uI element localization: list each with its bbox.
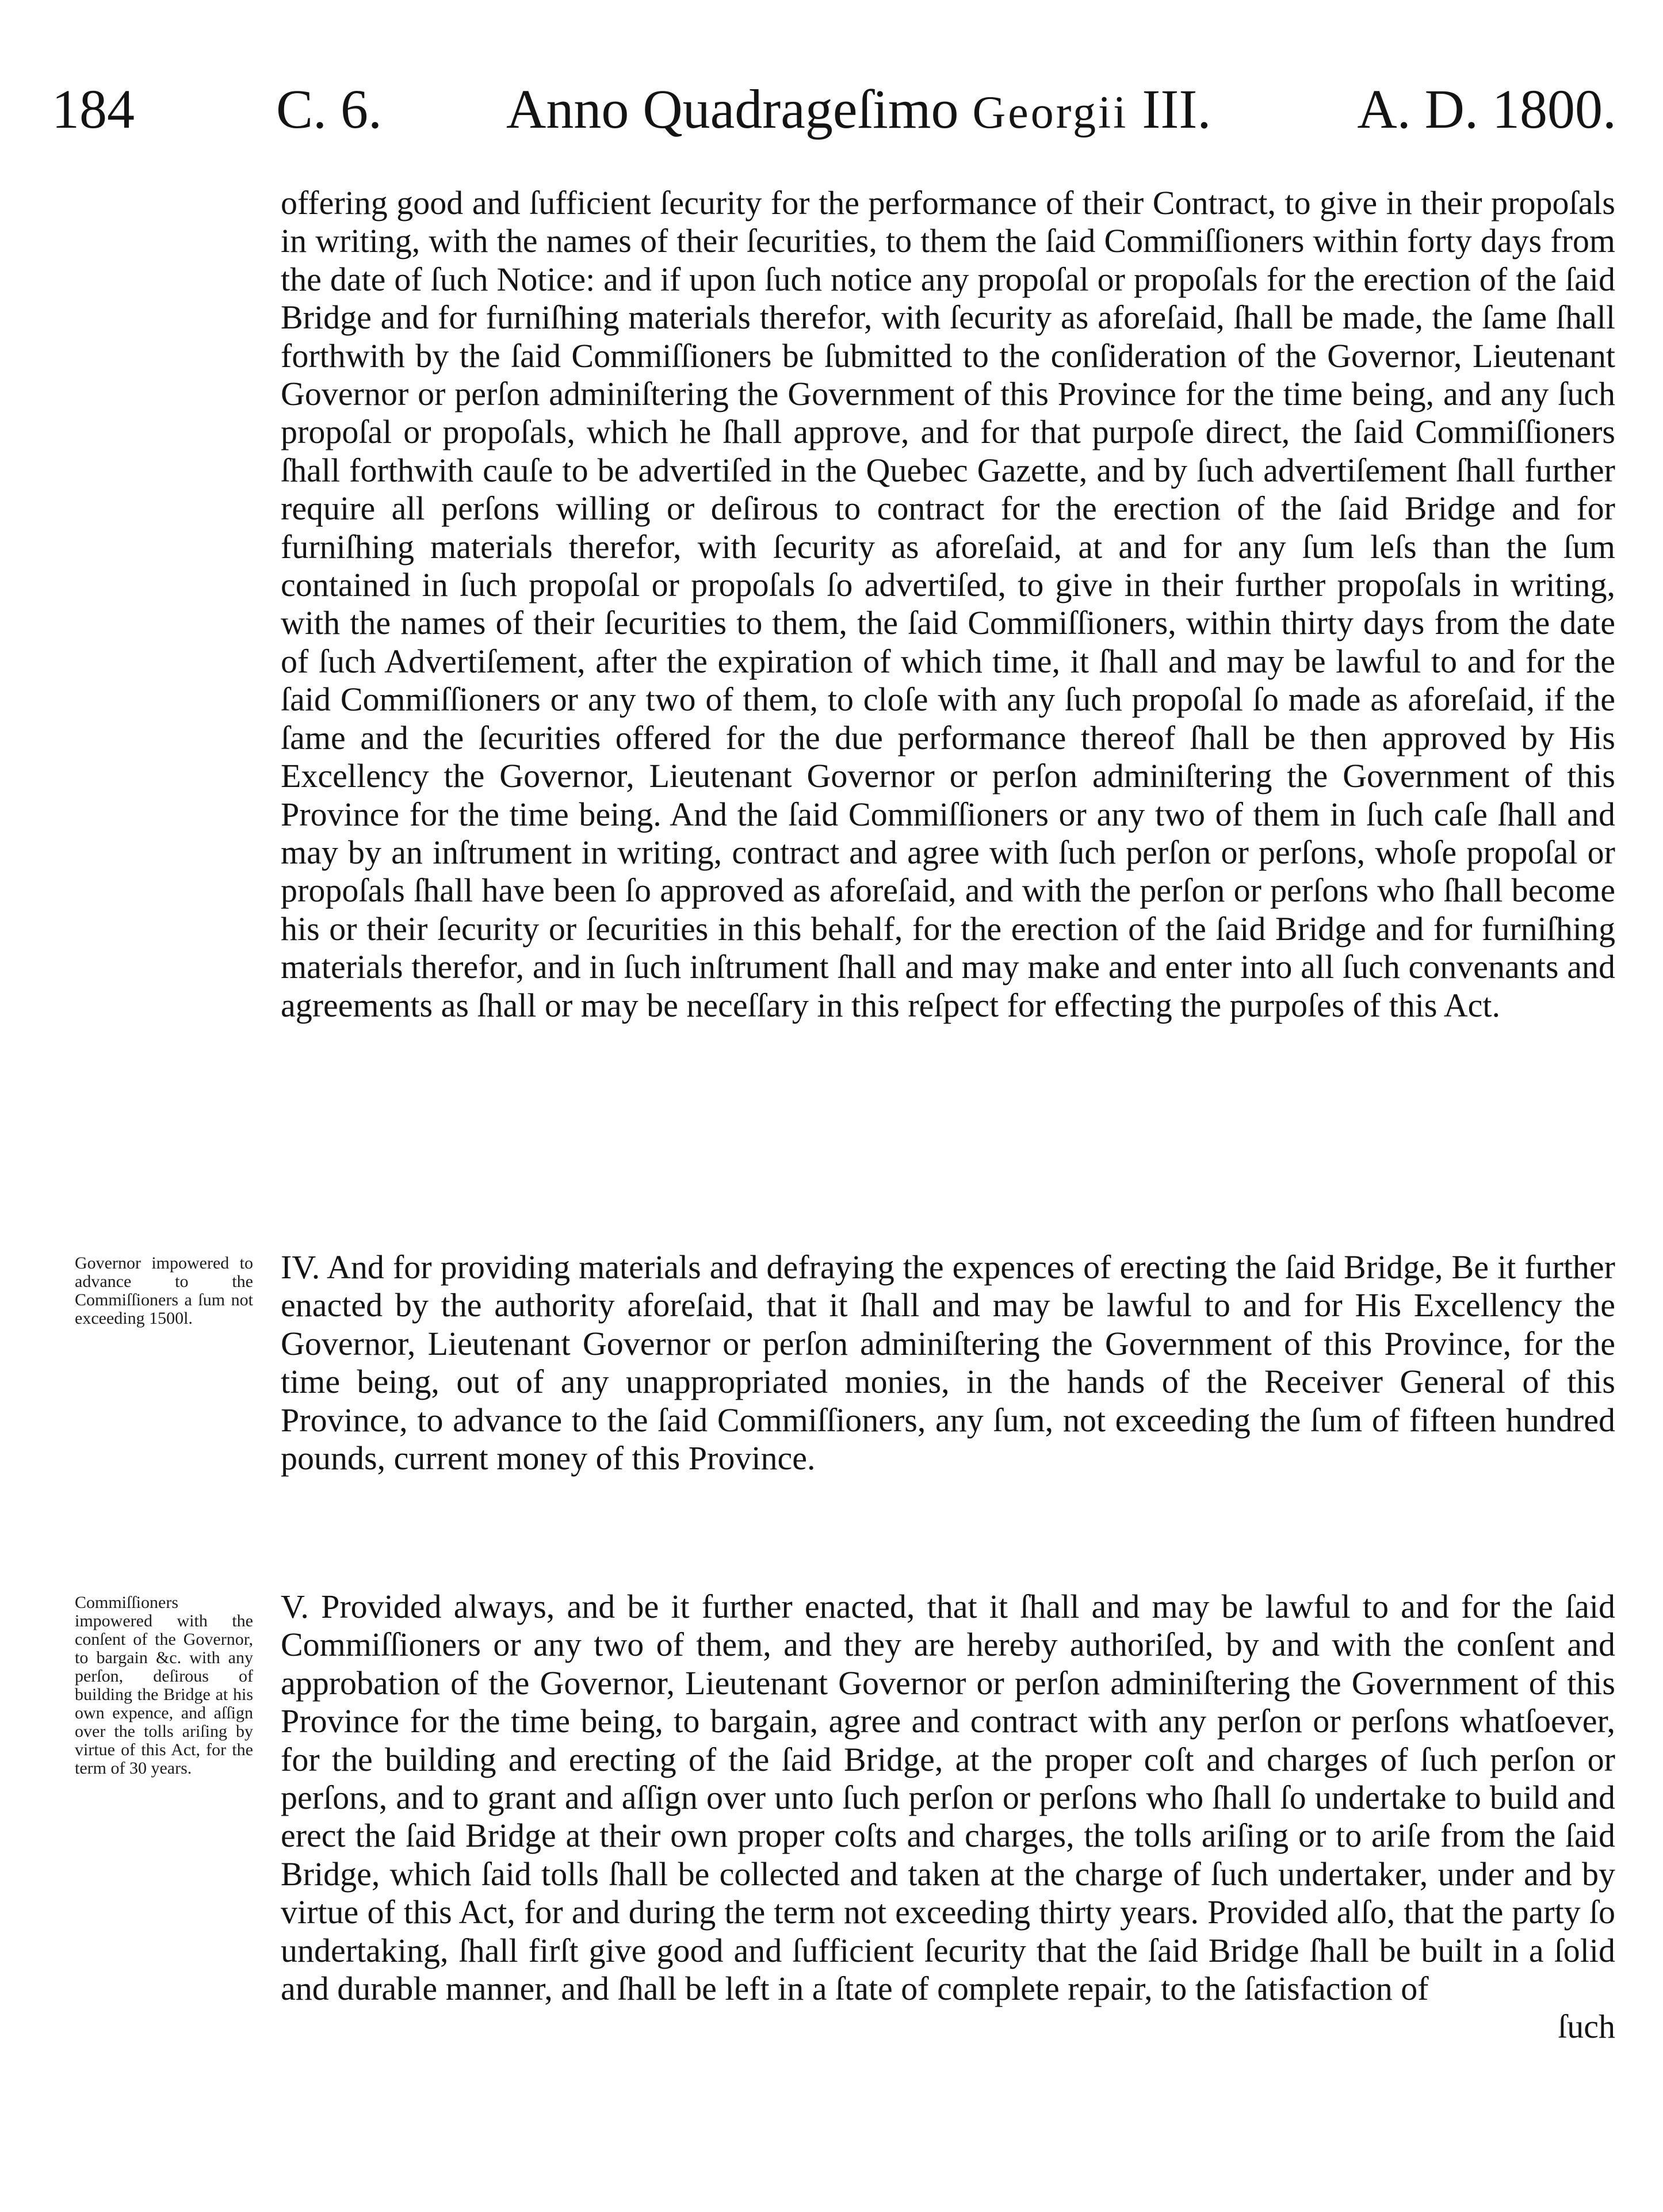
title-prefix: Anno Quadrageſimo bbox=[506, 78, 959, 140]
year-date: A. D. 1800. bbox=[1357, 78, 1616, 140]
continued-paragraph: offering good and ſufficient ſecurity for the performance of their Contract, to give in their propoſals in writing, with the names of their ſecurities, to them the ſaid Commiſſioners within forty days from the date of ſuch Notice: and if upon ſuch notice any propoſal or propoſals for the erection of the ſaid Bridge and for furniſhing materials therefor, with ſecurity as aforeſaid, ſhall be made, the ſame ſhall forthwith by the ſaid Commiſſioners be ſubmitted to the conſideration of the Governor, Lieutenant Governor or perſon adminiſtering the Government of this Province for the time being, and any ſuch propoſal or propoſals, which he ſhall approve, and for that purpoſe direct, the ſaid Commiſſioners ſhall forthwith cauſe to be advertiſed in the Quebec Gazette, and by ſuch advertiſement ſhall further require all perſons willing or deſirous to contract for the erection of the ſaid Bridge and for furniſhing materials therefor, with ſecurity as aforeſaid, at and for any ſum leſs than the ſum contained in ſuch propoſal or propoſals ſo advertiſed, to give in their further propoſals in writing, with the names of their ſecurities to them, the ſaid Commiſſioners, within thirty days from the date of ſuch Advertiſement, after the expiration of which time, it ſhall and may be lawful to and for the ſaid Commiſſioners or any two of them, to cloſe with any ſuch propoſal ſo made as aforeſaid, if the ſame and the ſecurities offered for the due performance thereof ſhall be then approved by His Excellency the Governor, Lieutenant Governor or perſon adminiſtering the Government of this Province for the time being. And the ſaid Commiſſioners or any two of them in ſuch caſe ſhall and may by an inſtrument in writing, contract and agree with ſuch perſon or perſons, whoſe propoſal or propoſals ſhall have been ſo approved as aforeſaid, and with the perſon or perſons who ſhall become his or their ſecurity or ſecurities in this behalf, for the erection of the ſaid Bridge and for furniſhing materials therefor, and in ſuch inſtrument ſhall and may make and enter into all ſuch convenants and agreements as ſhall or may be neceſſary in this reſpect for effecting the purpoſes of this Act. bbox=[281, 184, 1615, 1024]
section-v-block bbox=[281, 1588, 1615, 2046]
page-number: 184 bbox=[52, 78, 135, 140]
margin-note-section-iv: Governor impowered to advance to the Commiſſioners a ſum not exceeding 1500l. bbox=[75, 1254, 253, 1328]
section-v-paragraph: V. Provided always, and be it further enacted, that it ſhall and may be lawful to and for the ſaid Commiſſioners or any two of them, and they are hereby authoriſed, by and with the conſent and approbation of the Governor, Lieutenant Governor or perſon adminiſtering the Government of this Province for the time being, to bargain, agree and contract with any perſon or perſons whatſoever, for the building and erecting of the ſaid Bridge, at the proper coſt and charges of ſuch perſon or perſons, and to grant and aſſign over unto ſuch perſon or perſons who ſhall ſo undertake to build and erect the ſaid Bridge at their own proper coſts and charges, the tolls ariſing or to ariſe from the ſaid Bridge, which ſaid tolls ſhall be collected and taken at the charge of ſuch undertaker, under and by virtue of this Act, for and during the term not exceeding thirty years. Provided alſo, that the party ſo undertaking, ſhall firſt give good and ſufficient ſecurity that the ſaid Bridge ſhall be built in a ſolid and durable manner, and ſhall be left in a ſtate of complete repair, to the ſatisfaction of bbox=[281, 1588, 1615, 2008]
catchword: ſuch bbox=[1558, 2008, 1615, 2046]
margin-note-section-v: Commiſſioners impowered with the conſent of the Governor, to bargain &c. with any perſon, deſirous of building the Bridge at his own expence, and aſſign over the tolls ariſing by virtue of this Act, for the term of 30 years. bbox=[75, 1593, 253, 1778]
title-king: Georgii bbox=[972, 87, 1129, 138]
title-regnal: III. bbox=[1142, 78, 1211, 140]
running-title bbox=[506, 63, 1211, 159]
running-header bbox=[52, 63, 1616, 155]
chapter-number: C. 6. bbox=[276, 78, 383, 140]
section-iv-paragraph: IV. And for providing materials and defraying the expences of erecting the ſaid Bridge, Be it further enacted by the authority aforeſaid, that it ſhall and may be lawful to and for His Excellency the Governor, Lieutenant Governor or perſon adminiſtering the Government of this Province, for the time being, out of any unappropriated monies, in the hands of the Receiver General of this Province, to advance to the ſaid Commiſſioners, any ſum, not exceeding the ſum of fifteen hundred pounds, current money of this Province. bbox=[281, 1248, 1615, 1477]
